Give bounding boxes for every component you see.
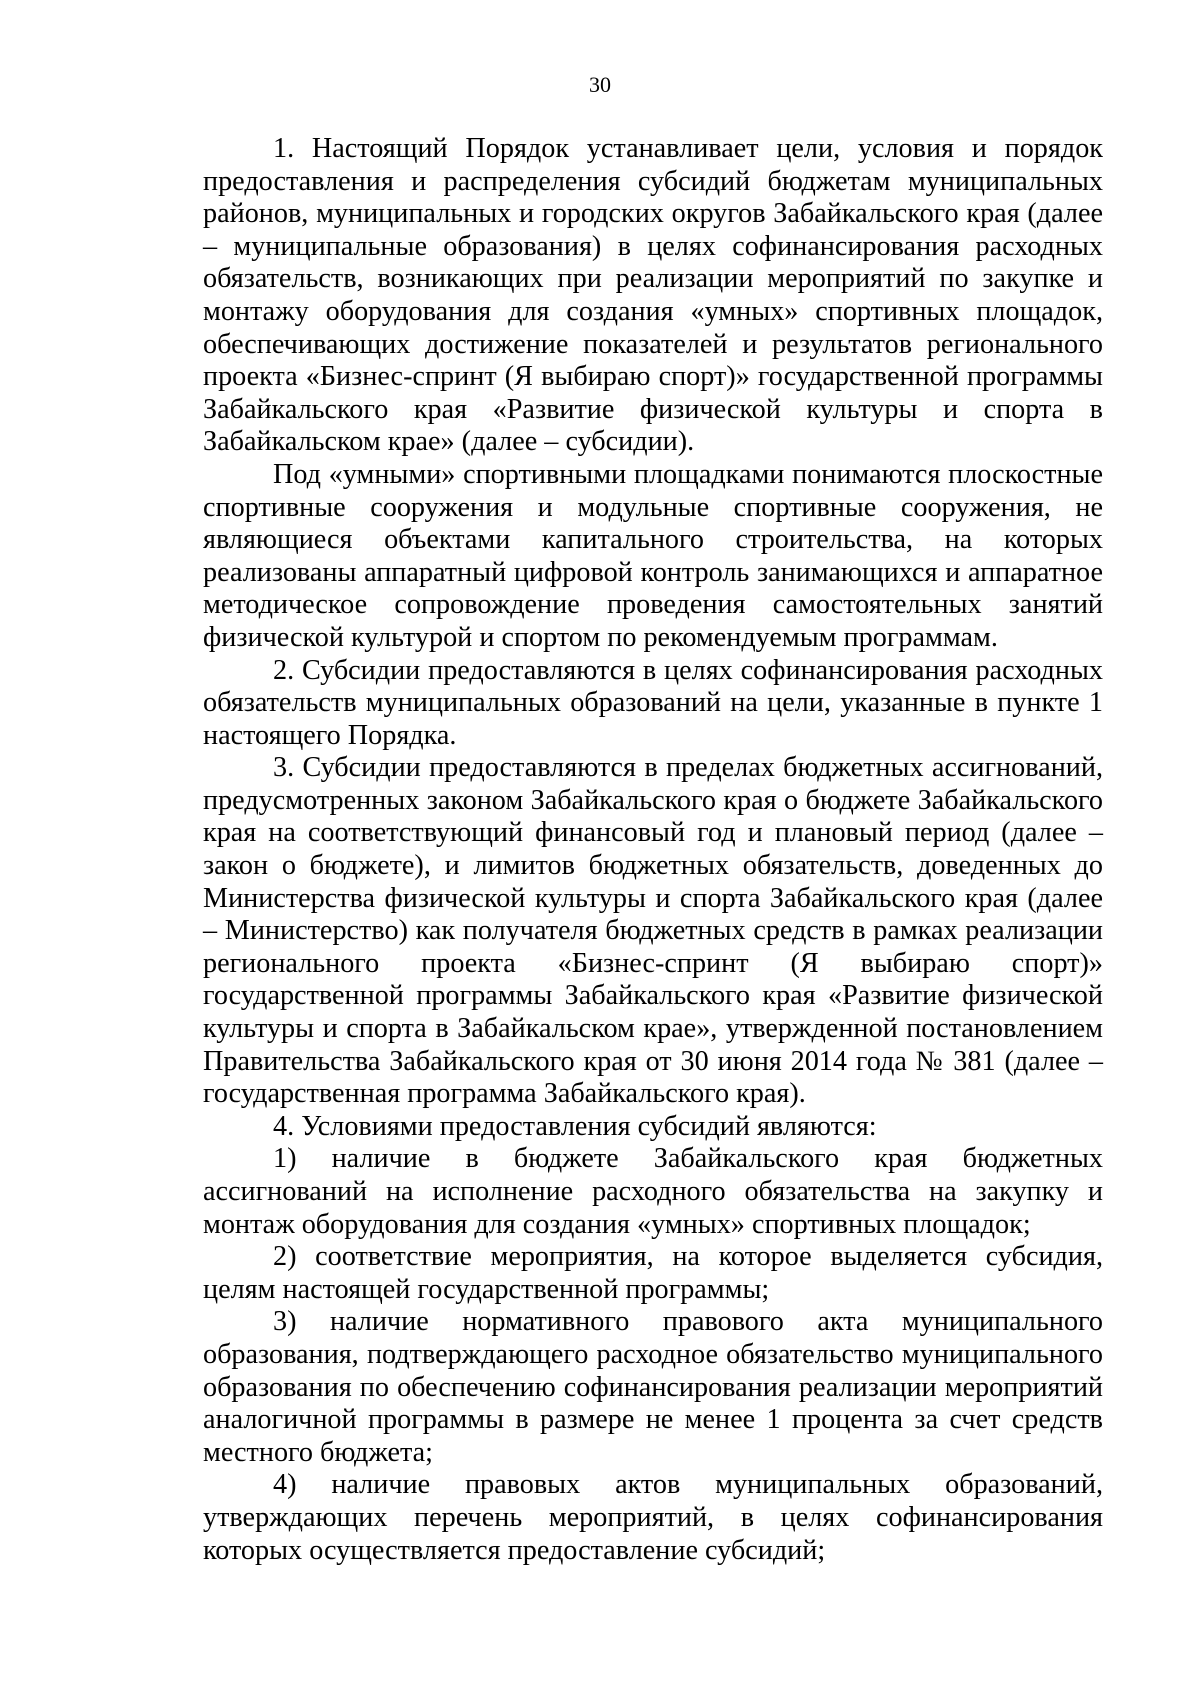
paragraph-3: 3. Субсидии предоставляются в пределах бюджетных ассигнований, предусмотренных законом Забайкальского края о бюджете Забайкальского края на соответствующий финансовый год и плановый период (далее – закон о бюджете), и лимитов бюджетных обязательств, доведенных до Министерства физической культуры и спорта Забайкальского края (далее – Министерство) как получателя бюджетных средств в рамках реализации регионального проекта «Бизнес-спринт (Я выбираю спорт)» государственной программы Забайкальского края «Развитие физической культуры и спорта в Забайкальском крае», утвержденной постановлением Правительства Забайкальского края от 30 июня 2014 года № 381 (далее – государственная программа Забайкальского края). [203,752,1103,1110]
condition-2: 2) соответствие мероприятия, на которое выделяется субсидия, целям настоящей государственной программы; [203,1241,1103,1305]
paragraph-definition: Под «умными» спортивными площадками понимаются плоскостные спортивные сооружения и модульные спортивные сооружения, не являющиеся объектами капитального строительства, на которых реализованы аппаратный цифровой контроль занимающихся и аппаратное методическое сопровождение проведения самостоятельных занятий физической культурой и спортом по рекомендуемым программам. [203,458,1103,653]
condition-3: 3) наличие нормативного правового акта муниципального образования, подтверждающего расходное обязательство муниципального образования по обеспечению софинансирования реализации мероприятий аналогичной программы в размере не менее 1 процента за счет средств местного бюджета; [203,1306,1103,1468]
page-number: 30 [589,72,611,97]
condition-4: 4) наличие правовых актов муниципальных образований, утверждающих перечень мероприятий, в целях софинансирования которых осуществляется предоставление субсидий; [203,1469,1103,1566]
paragraph-1: 1. Настоящий Порядок устанавливает цели, условия и порядок предоставления и распределения субсидий бюджетам муниципальных районов, муниципальных и городских округов Забайкальского края (далее – муниципальные образования) в целях софинансирования расходных обязательств, возникающих при реализации мероприятий по закупке и монтажу оборудования для создания «умных» спортивных площадок, обеспечивающих достижение показателей и результатов регионального проекта «Бизнес-спринт (Я выбираю спорт)» государственной программы Забайкальского края «Развитие физической культуры и спорта в Забайкальском крае» (далее – субсидии). [203,133,1103,458]
paragraph-2: 2. Субсидии предоставляются в целях софинансирования расходных обязательств муниципальных образований на цели, указанные в пункте 1 настоящего Порядка. [203,654,1103,751]
condition-1: 1) наличие в бюджете Забайкальского края бюджетных ассигнований на исполнение расходного обязательства на закупку и монтаж оборудования для создания «умных» спортивных площадок; [203,1143,1103,1240]
document-body [203,133,1103,1567]
paragraph-4: 4. Условиями предоставления субсидий являются: [273,1110,877,1142]
